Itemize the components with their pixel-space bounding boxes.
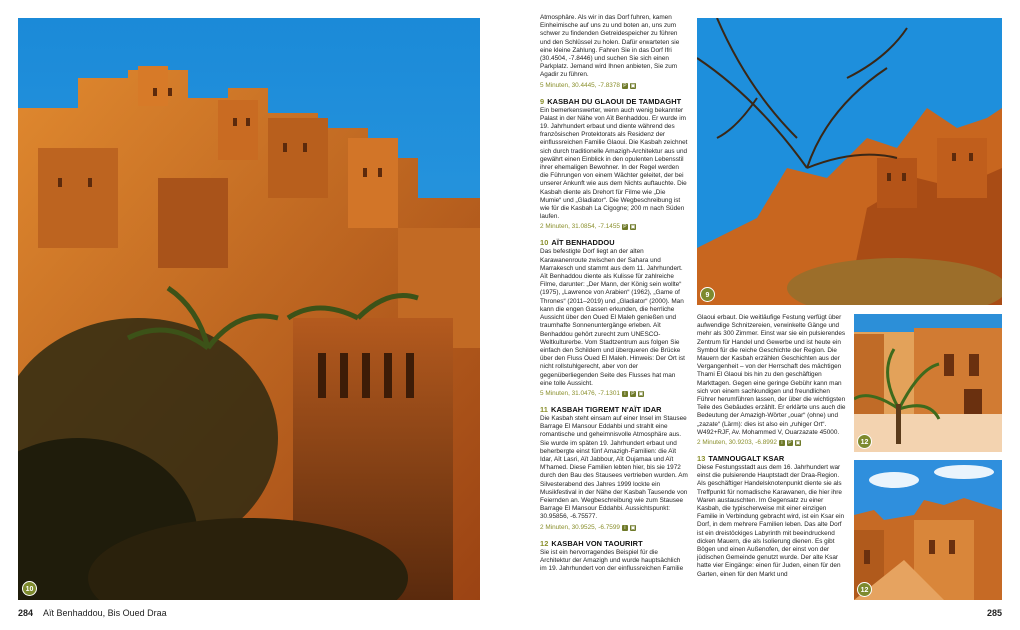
parking-icon: P	[623, 82, 627, 89]
entry-10	[540, 238, 688, 397]
entry-meta: 2 Minuten, 31.0854, -7.1455 P ▣	[540, 223, 636, 231]
intro-paragraph: Atmosphäre. Als wir in das Dorf fuhren, kamen Einheimische auf uns zu und boten an, uns zum schwer zu findenden Getreidespeicher zu führen und den Schlüssel zu holen. Dafür erwarteten sie eine kleine Zahlung. Fahren Sie in das Dorf Ifri (30.4504, -7.8446) und suchen Sie sich einen Parkplatz. Jemand wird Ihnen anbieten, Sie zum Agadir zu führen.	[540, 14, 680, 79]
kasbah-glaoui-photo	[697, 18, 1002, 305]
walk-icon: i	[622, 525, 628, 531]
entry-text: Ein bemerkenswerter, wenn auch wenig bekannter Palast in der Nähe von Aït Benhaddou. Er wurde im 19. Jahrhundert erbaut und diente während des französischen Protektorats als Residenz der einflussreichen Familie Glaoui. Die Kasbah zeichnet sich durch traditionelle Amazigh-Architektur aus und gewährt einen Einblick in den opulenten Lebensstil ihrer ehemaligen Bewohner. In der Regel werden die Führungen von einem Wächter geleitet, der bei unserer Ankunft wie aus dem Nichts auftauchte. Die Kasbah diente als Drehort für Filme wie „Die Mumie“ und „Gladiator“. Die Wegbeschreibung ist wie für die Kasbah La Cigogne; 200 m nach Süden laufen.	[540, 106, 688, 221]
entry-text: Die Kasbah steht einsam auf einer Insel im Stausee Barrage El Mansour Eddahbi und strahlt eine romantische und geheimnisvolle Atmosphäre aus. Sie wurde im späten 19. Jahrhundert erbaut und beherbergte einst fünf Amazigh-Familien: die Aït Idar, Aït Lasri, Aït Jabbour, Aït Oujamaa und Aït M'hamed. Diese Familien lebten hier, bis sie 1972 durch den Bau des Stausees vertrieben wurden. Am Silvesterabend des Jahres 1999 lockte ein Musikfestival in der Nähe der Kasbah Tausende von Feiernden an. Wegbeschreibung wie zum Stausee Barrage El Mansour Eddahbi. Aussichtspunkt: 30.95856, -6.75577.	[540, 414, 688, 521]
continued-paragraph: Glaoui erbaut. Die weitläufige Festung verfügt über aufwendige Schnitzereien, verwinkelte Gänge und mehr als 300 Zimmer. Einst war sie ein pulsierendes Zentrum für Handel und Gewerbe und ist heute ein Symbol für die reiche Geschichte der Region. Die Mauern der Kasbah erzählen Geschichten aus der Vergangenheit – von der Herrschaft des mächtigen Thami El Glaoui bis hin zu den geschäftigen Markttagen. Gegen eine geringe Gebühr kann man sich von einem sachkundigen und freundlichen Führer herumführen lassen, der über die wichtigsten Teile des Gebäudes erzählt. Er erklärte uns auch die Bedeutung der Amazigh-Wörter „ouar“ (ohne) und „zazate“ (Lärm): dies ist also ein „ruhiger Ort“. W492+RJF, Av. Mohammed V, Ouarzazate 45000.	[697, 314, 846, 436]
parking-icon: P	[623, 224, 627, 231]
entry-title: 13 TAMNOUGALT KSAR	[697, 454, 785, 464]
entry-13	[697, 454, 847, 579]
photo-icon: ▣	[795, 440, 801, 447]
walk-icon: i	[779, 440, 785, 446]
text-column-1	[540, 14, 688, 606]
photo-icon: ▣	[630, 82, 636, 89]
photo-number-badge: 10	[22, 581, 37, 596]
entry-text: Diese Festungsstadt aus dem 16. Jahrhundert war einst die pulsierende Hauptstadt der Draa-Region. Als geschäftiger Handelsknotenpunkt diente sie als Treffpunkt für nomadische Karawanen, die hier ihre Waren austauschten. Im Gegensatz zu einer Kasbah, die typischerweise mit einer einzigen Familie in Verbindung gebracht wird, ist ein Ksar ein Dorf, in dem mehrere Familien leben. Das alte Dorf ist ein dreistöckiges Labyrinth mit beeindruckend dicken Mauern, die als Isolierung dienen. Es gibt Bögen und einen Außenofen, der einst von der jüdischen Gemeinde genutzt wurde. Der alte Ksar hatte vier Eingänge: einen für Juden, einen für den Garten, einen für den Markt und	[697, 464, 845, 578]
photo-number-badge: 9	[700, 287, 715, 302]
page-number-left: 284	[18, 608, 34, 618]
walk-icon: i	[622, 391, 628, 397]
entry-meta: 5 Minuten, 31.0476, -7.1301 i P ▣	[540, 389, 644, 397]
right-folio	[987, 608, 1002, 618]
parking-icon: P	[631, 390, 635, 397]
photo-icon: ▣	[630, 524, 636, 531]
intro-meta: 5 Minuten, 30.4445, -7.8378 P ▣	[540, 81, 636, 89]
entry-12	[540, 539, 688, 574]
text-column-2	[697, 314, 847, 606]
entry-text: Sie ist ein hervorragendes Beispiel für die Architektur der Amazigh und wurde hauptsächlich im 19. Jahrhundert von der einflussreichen Familie	[540, 548, 684, 572]
photo-icon: ▣	[638, 390, 644, 397]
page-number-right: 285	[986, 608, 1002, 618]
kasbah-taourirt-rooftops-photo	[854, 460, 1002, 600]
entry-title: 12 KASBAH VON TAOURIRT	[540, 538, 643, 548]
entry-meta: 2 Minuten, 30.9525, -6.7599 i ▣	[540, 523, 636, 531]
parking-icon: P	[788, 440, 792, 447]
entry-title: 11 KASBAH TIGREMT N'AÏT IDAR	[540, 404, 662, 414]
entry-9	[540, 97, 688, 232]
running-title: Aït Benhaddou, Bis Oued Draa	[43, 608, 167, 618]
kasbah-taourirt-courtyard-photo	[854, 314, 1002, 452]
photo-number-badge: 12	[857, 434, 872, 449]
photo-number-badge: 12	[857, 582, 872, 597]
ait-benhaddou-photo	[18, 18, 480, 600]
entry-title: 9 KASBAH DU GLAOUI DE TAMDAGHT	[540, 96, 682, 106]
entry-text: Das befestigte Dorf liegt an der alten Karawanenroute zwischen der Sahara und Marrakesch und stammt aus dem 11. Jahrhundert. Aït Benhaddou diente als Kulisse für zahlreiche Filme, darunter: „Der Mann, der König sein wollte“ (1975), „Lawrence von Arabien“ (1962), „Game of Thrones“ (2011–2019) und „Gladiator“ (2000). Man kann die engen Gassen erkunden, die herrliche Aussicht über den Oued El Maleh genießen und traumhafte Sonnenuntergänge erleben. Aït Benhaddou gehört zurecht zum UNESCO-Weltkulturerbe. Vom Stadtzentrum aus folgen Sie einfach den Schildern und überqueren die Brücke über den Fluss Oued El Maleh. Hinweis: Der Ort ist nicht rollstuhlgerecht, aber von der gegenüberliegenden Seite des Flusses hat man eine tolle Aussicht.	[540, 248, 685, 387]
photo-icon: ▣	[630, 224, 636, 231]
left-folio	[18, 608, 167, 618]
continued-meta: 2 Minuten, 30.9203, -6.8992 i P ▣	[697, 439, 801, 447]
entry-title: 10 AÏT BENHADDOU	[540, 238, 615, 248]
entry-11	[540, 405, 688, 532]
